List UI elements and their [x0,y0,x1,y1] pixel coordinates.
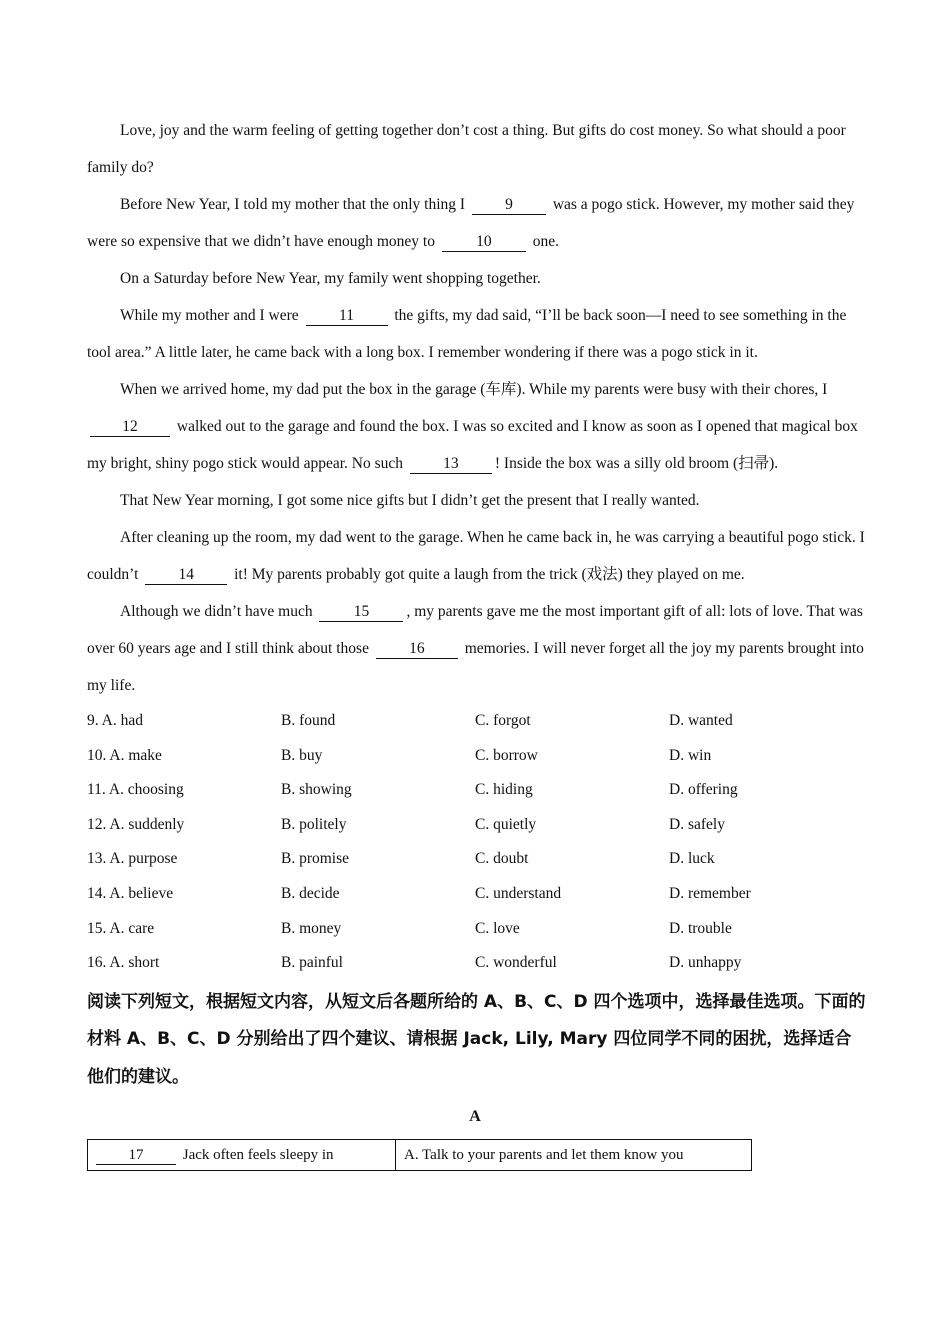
option-c[interactable]: C. borrow [475,746,538,764]
option-b[interactable]: B. decide [281,884,340,902]
option-b[interactable]: B. buy [281,746,323,764]
option-b[interactable]: B. found [281,712,336,729]
option-d[interactable]: D. wanted [669,712,733,729]
paragraph-3: On a Saturday before New Year, my family went shopping together. [120,270,541,287]
option-c[interactable]: C. quietly [475,815,537,833]
option-c[interactable]: C. love [475,919,520,937]
option-a[interactable]: 10. A. make [87,746,162,764]
paragraph-4: While my mother and I were 11 the gifts, my dad said, “I’ll be back soon—I need to see something in the tool area.” A little later, he came back with a long box. I remember wondering if there was a pogo stick in it. [87,307,847,361]
option-d[interactable]: D. remember [669,884,751,902]
question-row [87,946,867,981]
option-a[interactable]: 13. A. purpose [87,850,178,868]
question-row [87,739,867,774]
option-c[interactable]: C. forgot [475,712,531,729]
blank-16: 16 [376,640,458,659]
option-a[interactable]: 12. A. suddenly [87,815,185,833]
blank-13: 13 [410,455,492,474]
blank-12: 12 [90,418,170,437]
blank-9: 9 [472,196,546,215]
question-row [87,808,867,843]
question-row [87,704,867,739]
option-b[interactable]: B. painful [281,954,343,972]
paragraph-7: After cleaning up the room, my dad went to the garage. When he came back in, he was carrying a beautiful pogo stick. I couldn’t 14 it! My parents probably got quite a laugh from the trick (戏法) they played on me. [87,529,865,583]
question-options [87,704,867,981]
option-d[interactable]: D. offering [669,781,738,799]
paragraph-1: Love, joy and the warm feeling of getting together don’t cost a thing. But gifts do cost money. So what should a poor family do? [87,122,846,176]
blank-14: 14 [145,566,227,585]
advice-table [87,1139,752,1171]
option-d[interactable]: D. luck [669,850,715,868]
option-c[interactable]: C. wonderful [475,954,557,972]
option-d[interactable]: D. win [669,746,712,764]
question-row [87,877,867,912]
option-a[interactable]: 15. A. care [87,919,155,937]
option-b[interactable]: B. showing [281,781,352,799]
reading-instructions: 阅读下列短文，根据短文内容，从短文后各题所给的 A、B、C、D 四个选项中，选择最佳选项。下面的材料 A、B、C、D 分别给出了四个建议、请根据 Jack, Lily, Mary 四位同学不同的困扰，选择适合他们的建议。 [87,991,866,1087]
paragraph-2: Before New Year, I told my mother that the only thing I 9 was a pogo stick. However, my mother said they were so expensive that we didn’t have enough money to 10 one. [87,196,855,250]
option-c[interactable]: C. doubt [475,850,529,868]
blank-15: 15 [319,603,403,622]
blank-11: 11 [306,307,388,326]
option-b[interactable]: B. promise [281,850,350,868]
table-cell-problem: 17 Jack often feels sleepy in [88,1140,396,1171]
table-cell-advice: A. Talk to your parents and let them know you [396,1140,752,1171]
option-a[interactable]: 9. A. had [87,712,143,729]
option-a[interactable]: 14. A. believe [87,884,174,902]
option-d[interactable]: D. unhappy [669,954,742,972]
question-row [87,912,867,947]
blank-17: 17 [96,1146,176,1165]
paragraph-6: That New Year morning, I got some nice gifts but I didn’t get the present that I really wanted. [120,492,700,509]
question-row [87,773,867,808]
option-d[interactable]: D. safely [669,815,725,833]
table-row [88,1140,752,1171]
paragraph-8: Although we didn’t have much 15 , my parents gave me the most important gift of all: lots of love. That was over 60 years age and I still think about those 16 memories. I will never forget all the joy my parents brought into my life. [87,603,864,694]
section-heading: A [469,1108,481,1126]
option-b[interactable]: B. politely [281,815,347,833]
option-c[interactable]: C. hiding [475,781,533,799]
document-page [87,112,867,1171]
option-a[interactable]: 16. A. short [87,954,160,972]
question-row [87,842,867,877]
option-a[interactable]: 11. A. choosing [87,781,184,799]
option-b[interactable]: B. money [281,919,342,937]
blank-10: 10 [442,233,526,252]
option-c[interactable]: C. understand [475,884,562,902]
option-d[interactable]: D. trouble [669,919,732,937]
paragraph-5: When we arrived home, my dad put the box in the garage (车库). While my parents were busy with their chores, I 12 walked out to the garage and found the box. I was so excited and I know as soon as I opened that magical box my bright, shiny pogo stick would appear. No such 13 ! Inside the box was a silly old broom (扫帚). [87,381,858,472]
